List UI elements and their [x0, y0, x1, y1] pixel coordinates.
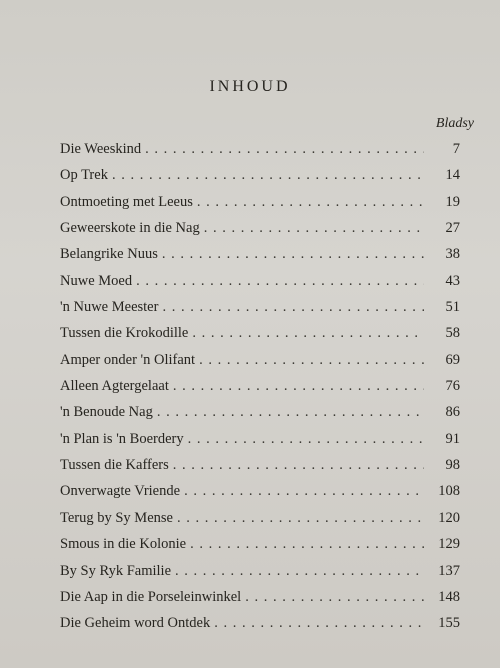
- toc-entry-title: Terug by Sy Mense: [60, 509, 173, 526]
- toc-entry: [60, 268, 460, 294]
- dot-leader: [175, 558, 424, 584]
- table-of-contents: [60, 136, 460, 637]
- toc-entry-page-number: 137: [438, 562, 460, 579]
- toc-entry: [60, 452, 460, 478]
- toc-entry-title: Tussen die Krokodille: [60, 325, 189, 342]
- toc-entry-title: Amper onder 'n Olifant: [60, 351, 196, 368]
- toc-entry-page-number: 108: [438, 483, 460, 500]
- toc-entry-page-number: 38: [445, 246, 460, 263]
- page-column-header: Bladsy: [435, 116, 474, 131]
- dot-leader: [136, 268, 424, 294]
- dot-leader: [112, 162, 424, 188]
- toc-entry-title: By Sy Ryk Familie: [60, 562, 172, 579]
- toc-entry-page-number: 43: [445, 272, 460, 289]
- toc-entry: [60, 162, 460, 188]
- toc-entry-page-number: 76: [445, 378, 460, 395]
- toc-entry: [60, 584, 460, 610]
- toc-entry-title: Die Aap in die Porseleinwinkel: [60, 588, 242, 605]
- toc-entry-page-number: 155: [438, 615, 460, 632]
- toc-entry: [60, 241, 460, 267]
- toc-entry: [60, 294, 460, 320]
- toc-entry-title: Smous in die Kolonie: [60, 536, 187, 553]
- toc-entry-page-number: 14: [445, 167, 460, 184]
- dot-leader: [157, 399, 424, 425]
- toc-entry: [60, 399, 460, 425]
- dot-leader: [145, 136, 424, 162]
- dot-leader: [188, 426, 424, 452]
- toc-entry: [60, 189, 460, 215]
- toc-entry-title: Alleen Agtergelaat: [60, 378, 169, 395]
- toc-entry-title: Onverwagte Vriende: [60, 483, 181, 500]
- toc-entry-page-number: 27: [445, 220, 460, 237]
- toc-entry-page-number: 148: [438, 588, 460, 605]
- toc-entry: [60, 505, 460, 531]
- toc-entry-title: Belangrike Nuus: [60, 246, 158, 263]
- dot-leader: [192, 320, 424, 346]
- toc-entry: [60, 610, 460, 636]
- dot-leader: [173, 452, 424, 478]
- toc-entry: [60, 373, 460, 399]
- toc-entry-title: Op Trek: [60, 167, 108, 184]
- toc-entry-page-number: 69: [445, 351, 460, 368]
- dot-leader: [173, 373, 424, 399]
- toc-entry-title: 'n Nuwe Meester: [60, 299, 159, 316]
- toc-entry-title: 'n Benoude Nag: [60, 404, 153, 421]
- toc-entry: [60, 136, 460, 162]
- toc-entry: [60, 320, 460, 346]
- toc-entry: [60, 347, 460, 373]
- toc-entry: [60, 558, 460, 584]
- page-title: INHOUD: [209, 78, 291, 95]
- dot-leader: [214, 610, 424, 636]
- toc-entry-page-number: 120: [438, 509, 460, 526]
- dot-leader: [177, 505, 424, 531]
- toc-entry: [60, 215, 460, 241]
- toc-entry-page-number: 51: [445, 299, 460, 316]
- dot-leader: [245, 584, 424, 610]
- toc-entry-page-number: 19: [445, 193, 460, 210]
- dot-leader: [190, 531, 424, 557]
- toc-entry-title: Tussen die Kaffers: [60, 457, 169, 474]
- dot-leader: [204, 215, 424, 241]
- dot-leader: [184, 478, 424, 504]
- toc-entry-title: Ontmoeting met Leeus: [60, 193, 193, 210]
- dot-leader: [162, 294, 424, 320]
- dot-leader: [162, 241, 424, 267]
- dot-leader: [197, 189, 424, 215]
- toc-entry-page-number: 58: [445, 325, 460, 342]
- toc-entry-page-number: 129: [438, 536, 460, 553]
- toc-entry-title: Nuwe Moed: [60, 272, 133, 289]
- toc-entry-page-number: 98: [445, 457, 460, 474]
- toc-entry-title: Die Geheim word Ontdek: [60, 615, 211, 632]
- toc-entry-title: 'n Plan is 'n Boerdery: [60, 430, 184, 447]
- toc-entry-page-number: 7: [452, 141, 460, 157]
- toc-entry: [60, 478, 460, 504]
- toc-entry-page-number: 86: [445, 404, 460, 421]
- dot-leader: [199, 347, 424, 373]
- toc-entry-page-number: 91: [445, 430, 460, 447]
- toc-entry-title: Die Weeskind: [60, 141, 142, 157]
- toc-entry-title: Geweerskote in die Nag: [60, 220, 200, 237]
- toc-entry: [60, 426, 460, 452]
- toc-entry: [60, 531, 460, 557]
